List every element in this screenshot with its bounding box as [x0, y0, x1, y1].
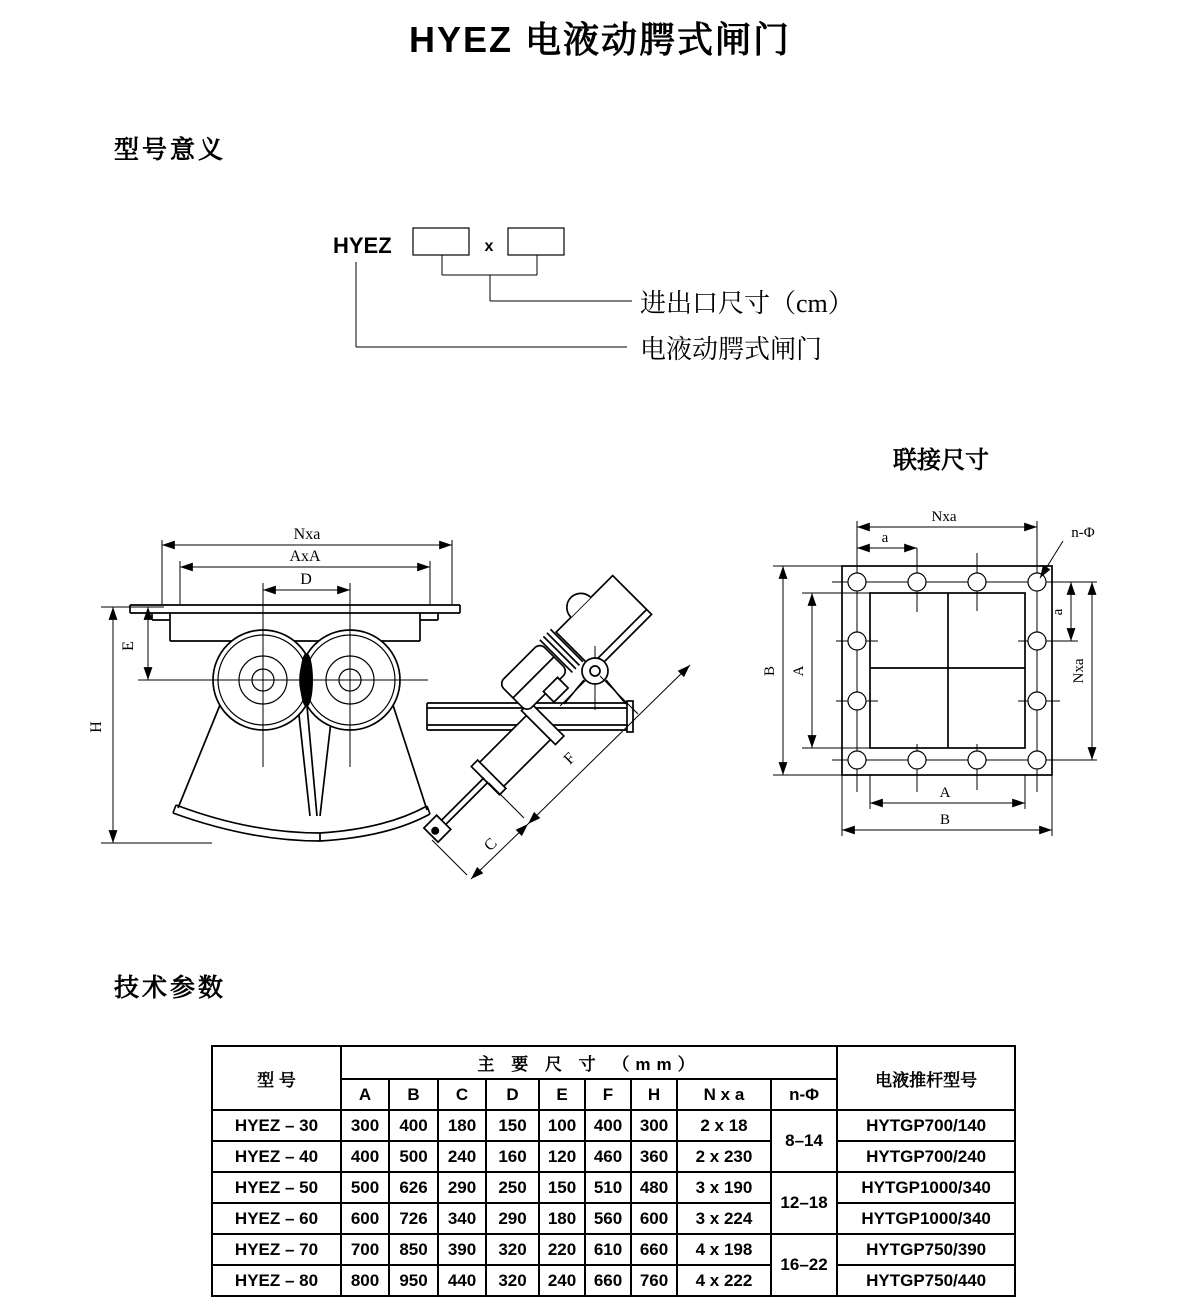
dim-label-f: F [560, 749, 579, 768]
pushrod-cell: HYTGP700/240 [837, 1141, 1015, 1172]
dim-label-b-bottom: B [939, 812, 951, 828]
model-size-box-1 [413, 228, 469, 255]
table-row [212, 1172, 1015, 1203]
column-header-pushrod: 电液推杆型号 [837, 1046, 1015, 1110]
column-header: A [341, 1079, 389, 1110]
table-row [212, 1110, 1015, 1141]
dim-label-b-left: B [762, 665, 778, 677]
dim-label-e: E [120, 641, 137, 651]
table-cell: 600 [631, 1203, 677, 1234]
table-cell: 2 x 230 [677, 1141, 771, 1172]
table-header-row [212, 1046, 1015, 1079]
model-diagram-connectors [356, 255, 632, 347]
table-cell: 120 [539, 1141, 585, 1172]
table-cell: 220 [539, 1234, 585, 1265]
model-designation-diagram [300, 215, 960, 380]
pushrod-cell: HYTGP1000/340 [837, 1172, 1015, 1203]
model-cell: HYEZ – 40 [212, 1141, 341, 1172]
table-cell: 240 [438, 1141, 486, 1172]
model-cell: HYEZ – 60 [212, 1203, 341, 1234]
connection-dimensions-drawing [755, 440, 1125, 850]
pushrod-cell: HYTGP750/390 [837, 1234, 1015, 1265]
connection-dimensions [762, 509, 1095, 836]
table-cell: 726 [389, 1203, 438, 1234]
table-cell: 850 [389, 1234, 438, 1265]
table-cell: 340 [438, 1203, 486, 1234]
model-cell: HYEZ – 50 [212, 1172, 341, 1203]
table-cell: 440 [438, 1265, 486, 1296]
flange-outline [842, 566, 1052, 775]
table-cell: 2 x 18 [677, 1110, 771, 1141]
dim-label-nxa: Nxa [293, 526, 321, 543]
column-header: n-Φ [771, 1079, 837, 1110]
column-header: B [389, 1079, 438, 1110]
n-phi-cell: 12–18 [771, 1172, 837, 1234]
table-cell: 800 [341, 1265, 389, 1296]
table-cell: 760 [631, 1265, 677, 1296]
column-header-main-dims: 主 要 尺 寸 （mm） [341, 1046, 837, 1079]
model-cell: HYEZ – 70 [212, 1234, 341, 1265]
table-cell: 180 [539, 1203, 585, 1234]
column-header: N x a [677, 1079, 771, 1110]
table-cell: 950 [389, 1265, 438, 1296]
pushrod-cell: HYTGP700/140 [837, 1110, 1015, 1141]
table-cell: 660 [631, 1234, 677, 1265]
n-phi-cell: 16–22 [771, 1234, 837, 1296]
column-header: H [631, 1079, 677, 1110]
table-cell: 290 [486, 1203, 539, 1234]
column-header: C [438, 1079, 486, 1110]
table-cell: 600 [341, 1203, 389, 1234]
table-row [212, 1141, 1015, 1172]
table-cell: 250 [486, 1172, 539, 1203]
bolt-holes [848, 573, 1046, 769]
stroke-dimensions [432, 665, 690, 879]
pushrod-cell: HYTGP750/440 [837, 1265, 1015, 1296]
dim-label-d: D [300, 571, 312, 588]
table-cell: 240 [539, 1265, 585, 1296]
page-title: HYEZ 电液动腭式闸门 [408, 19, 791, 60]
name-meaning-label: 电液动腭式闸门 [640, 335, 823, 364]
table-cell: 660 [585, 1265, 631, 1296]
table-cell: 500 [389, 1141, 438, 1172]
gate-side-view-drawing [88, 515, 703, 915]
table-cell: 320 [486, 1265, 539, 1296]
table-cell: 626 [389, 1172, 438, 1203]
dim-label-a-left: A [791, 665, 807, 677]
dim-label-nxa-right: Nxa [1071, 658, 1087, 684]
dim-label-axa: AxA [289, 548, 321, 565]
table-cell: 460 [585, 1141, 631, 1172]
section-heading-model-meaning: 型号意义 [114, 136, 227, 164]
dim-label-a-right: a [1050, 608, 1066, 616]
column-header: E [539, 1079, 585, 1110]
table-body [212, 1110, 1015, 1296]
table-cell: 400 [389, 1110, 438, 1141]
model-size-box-2 [508, 228, 564, 255]
dim-label-nxa-top: Nxa [931, 509, 957, 525]
table-cell: 180 [438, 1110, 486, 1141]
tech-params-table [211, 1045, 1016, 1297]
connection-dims-title: 联接尺寸 [893, 448, 989, 474]
table-cell: 3 x 190 [677, 1172, 771, 1203]
jaw-wheels [138, 583, 428, 767]
jaw-funnels [173, 700, 430, 841]
dim-label-c: C [481, 835, 501, 855]
pushrod-cell: HYTGP1000/340 [837, 1203, 1015, 1234]
model-cell: HYEZ – 30 [212, 1110, 341, 1141]
table-cell: 510 [585, 1172, 631, 1203]
table-row [212, 1203, 1015, 1234]
table-cell: 500 [341, 1172, 389, 1203]
table-cell: 560 [585, 1203, 631, 1234]
table-row [212, 1234, 1015, 1265]
table-row [212, 1265, 1015, 1296]
table-cell: 300 [341, 1110, 389, 1141]
dim-label-n-phi: n-Φ [1071, 525, 1095, 541]
model-separator-label: x [484, 238, 494, 255]
column-header: D [486, 1079, 539, 1110]
table-cell: 150 [539, 1172, 585, 1203]
table-cell: 700 [341, 1234, 389, 1265]
dim-label-a-bottom: A [939, 785, 951, 801]
bolt-hole-centerlines [832, 521, 1097, 792]
table-cell: 360 [631, 1141, 677, 1172]
table-cell: 160 [486, 1141, 539, 1172]
table-cell: 320 [486, 1234, 539, 1265]
piston-rod [439, 778, 484, 823]
hopper-body [130, 605, 460, 641]
dim-label-a-top: a [881, 530, 889, 546]
column-header-model: 型 号 [212, 1046, 341, 1110]
section-heading-tech-params: 技术参数 [114, 974, 227, 1002]
model-prefix-label: HYEZ [333, 233, 392, 258]
table-cell: 480 [631, 1172, 677, 1203]
table-cell: 400 [585, 1110, 631, 1141]
table-cell: 4 x 222 [677, 1265, 771, 1296]
table-cell: 3 x 224 [677, 1203, 771, 1234]
size-meaning-label: 进出口尺寸（cm） [640, 289, 854, 318]
model-cell: HYEZ – 80 [212, 1265, 341, 1296]
table-cell: 150 [486, 1110, 539, 1141]
table-cell: 290 [438, 1172, 486, 1203]
table-cell: 100 [539, 1110, 585, 1141]
table-cell: 4 x 198 [677, 1234, 771, 1265]
column-header: F [585, 1079, 631, 1110]
table-cell: 300 [631, 1110, 677, 1141]
dim-label-h: H [88, 721, 105, 733]
n-phi-cell: 8–14 [771, 1110, 837, 1172]
table-cell: 390 [438, 1234, 486, 1265]
table-cell: 400 [341, 1141, 389, 1172]
table-cell: 610 [585, 1234, 631, 1265]
